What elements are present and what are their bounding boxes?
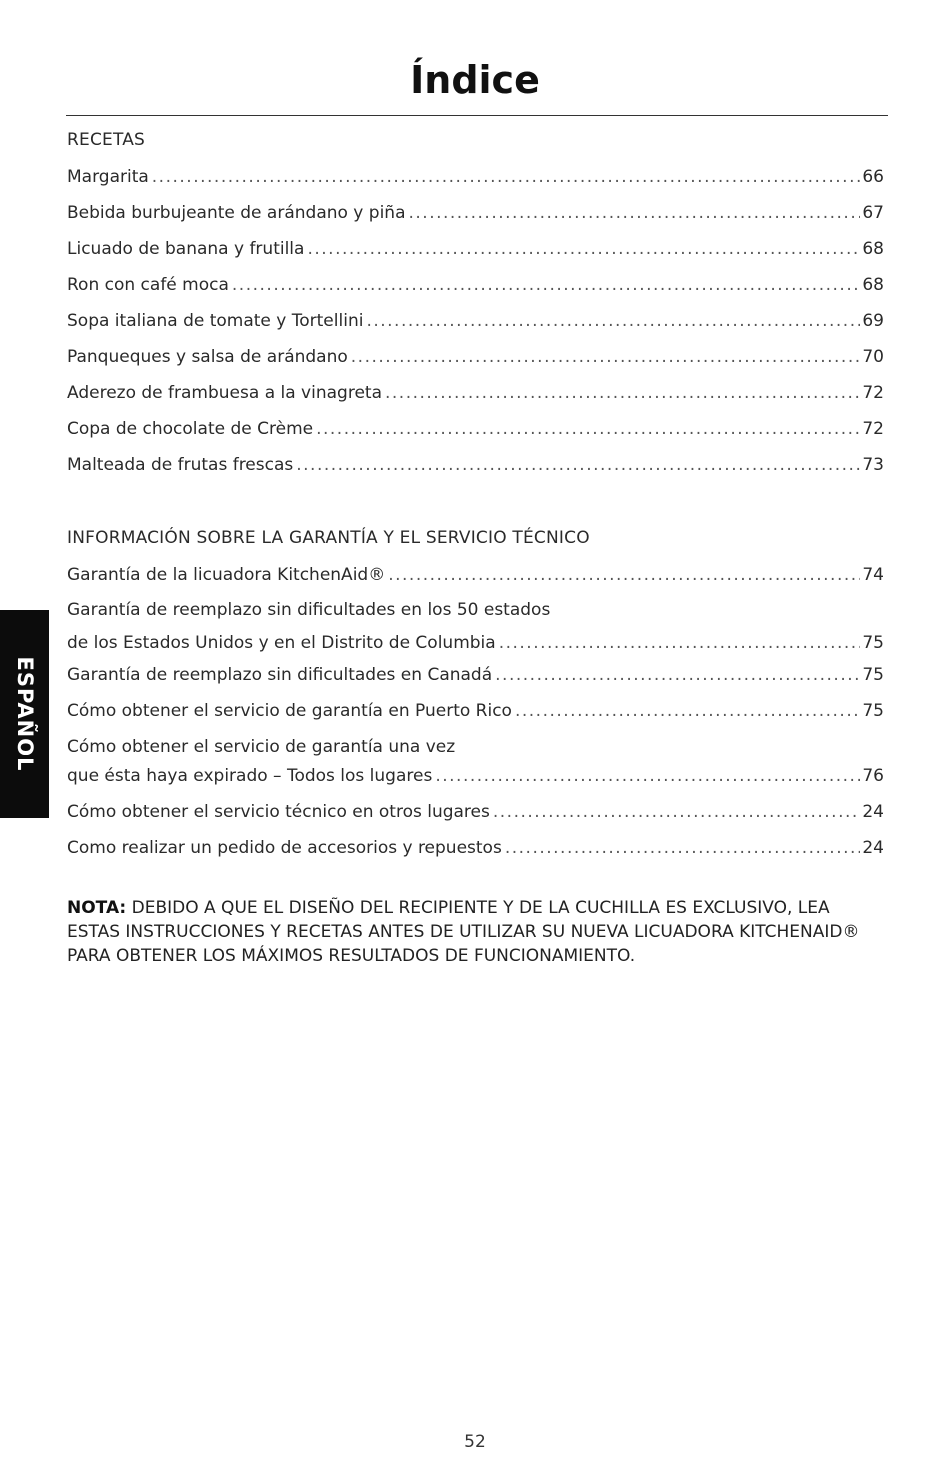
toc-entry-bebida[interactable] — [67, 198, 884, 229]
toc-entry-page: 70 — [862, 347, 884, 367]
toc-entry-label: Garantía de la licuadora KitchenAid® — [67, 565, 386, 585]
leader-dots — [351, 342, 861, 373]
leader-dots — [296, 450, 860, 481]
leader-dots — [152, 162, 861, 193]
toc-entry-label: que ésta haya expirado – Todos los lugares — [67, 766, 433, 786]
leader-dots — [505, 833, 861, 864]
toc-entry-label: Aderezo de frambuesa a la vinagreta — [67, 383, 382, 403]
toc-entry-label: Como realizar un pedido de accesorios y repuestos — [67, 838, 502, 858]
leader-dots — [385, 378, 860, 409]
note-paragraph — [67, 896, 867, 968]
note-label: NOTA: — [67, 898, 127, 918]
toc-entry-malteada[interactable] — [67, 450, 884, 481]
toc-entry-licuado[interactable] — [67, 234, 884, 265]
toc-entry-page: 24 — [862, 838, 884, 858]
toc-entry-page: 75 — [862, 701, 884, 721]
page-title: Índice — [410, 58, 540, 102]
toc-entry-aderezo[interactable] — [67, 378, 884, 409]
toc-entry-page: 72 — [862, 419, 884, 439]
toc-entry-page: 67 — [862, 203, 884, 223]
toc-entry-margarita[interactable] — [67, 162, 884, 193]
toc-entry-garantia-expirada[interactable] — [67, 732, 884, 792]
toc-entry-label: Panqueques y salsa de arándano — [67, 347, 348, 367]
leader-dots — [408, 198, 860, 229]
toc-entry-ron[interactable] — [67, 270, 884, 301]
toc-entry-page: 72 — [862, 383, 884, 403]
toc-entry-garantia-puerto-rico[interactable] — [67, 696, 884, 727]
toc-entry-page: 68 — [862, 275, 884, 295]
toc-entry-label: Margarita — [67, 167, 149, 187]
page-number: 52 — [464, 1432, 486, 1452]
toc-entry-page: 66 — [862, 167, 884, 187]
toc-entry-label: Licuado de banana y frutilla — [67, 239, 305, 259]
toc-entry-label: Malteada de frutas frescas — [67, 455, 294, 475]
section-heading-garantia: INFORMACIÓN SOBRE LA GARANTÍA Y EL SERVICIO TÉCNICO — [67, 528, 590, 548]
leader-dots — [495, 660, 860, 691]
title-divider — [66, 115, 888, 116]
toc-entry-panqueques[interactable] — [67, 342, 884, 373]
language-tab-label: ESPAÑOL — [12, 656, 37, 772]
leader-dots — [316, 414, 860, 445]
language-tab — [0, 610, 49, 818]
toc-entry-sopa[interactable] — [67, 306, 884, 337]
leader-dots — [515, 696, 860, 727]
toc-entry-page: 73 — [862, 455, 884, 475]
toc-entry-garantia-canada[interactable] — [67, 660, 884, 691]
toc-entry-label: Copa de chocolate de Crème — [67, 419, 314, 439]
note-text: DEBIDO A QUE EL DISEÑO DEL RECIPIENTE Y DE LA CUCHILLA ES EXCLUSIVO, LEA ESTAS INSTRUCCIONES Y RECETAS ANTES DE UTILIZAR SU NUEVA LICUADORA KITCHENAID® PARA OBTENER LOS MÁXIMOS RESULTADOS DE FUNCIONAMIENTO. — [67, 898, 860, 966]
toc-entry-label: Cómo obtener el servicio de garantía en Puerto Rico — [67, 701, 512, 721]
toc-entry-label: Bebida burbujeante de arándano y piña — [67, 203, 406, 223]
toc-entry-page: 68 — [862, 239, 884, 259]
toc-entry-label: de los Estados Unidos y en el Distrito de Columbia — [67, 633, 496, 653]
toc-entry-page: 76 — [862, 766, 884, 786]
leader-dots — [435, 761, 860, 792]
leader-dots — [307, 234, 860, 265]
toc-entry-label: Cómo obtener el servicio técnico en otros lugares — [67, 802, 490, 822]
toc-entry-garantia-50-estados[interactable] — [67, 595, 884, 659]
toc-entry-label: Sopa italiana de tomate y Tortellini — [67, 311, 364, 331]
leader-dots — [493, 797, 860, 828]
leader-dots — [499, 628, 861, 659]
toc-entry-label: Ron con café moca — [67, 275, 229, 295]
toc-entry-page: 24 — [862, 802, 884, 822]
toc-entry-accesorios-repuestos[interactable] — [67, 833, 884, 864]
section-heading-recetas: RECETAS — [67, 130, 146, 150]
leader-dots — [388, 560, 860, 591]
toc-entry-garantia-licuadora[interactable] — [67, 560, 884, 591]
toc-entry-label-line1: Garantía de reemplazo sin dificultades en los 50 estados — [67, 600, 551, 620]
leader-dots — [366, 306, 860, 337]
toc-entry-page: 74 — [862, 565, 884, 585]
toc-entry-page: 69 — [862, 311, 884, 331]
toc-entry-label-line1: Cómo obtener el servicio de garantía una vez — [67, 737, 456, 757]
toc-entry-page: 75 — [862, 633, 884, 653]
toc-entry-label: Garantía de reemplazo sin dificultades en Canadá — [67, 665, 493, 685]
toc-entry-page: 75 — [862, 665, 884, 685]
toc-entry-copa[interactable] — [67, 414, 884, 445]
toc-entry-servicio-otros-lugares[interactable] — [67, 797, 884, 828]
leader-dots — [232, 270, 860, 301]
